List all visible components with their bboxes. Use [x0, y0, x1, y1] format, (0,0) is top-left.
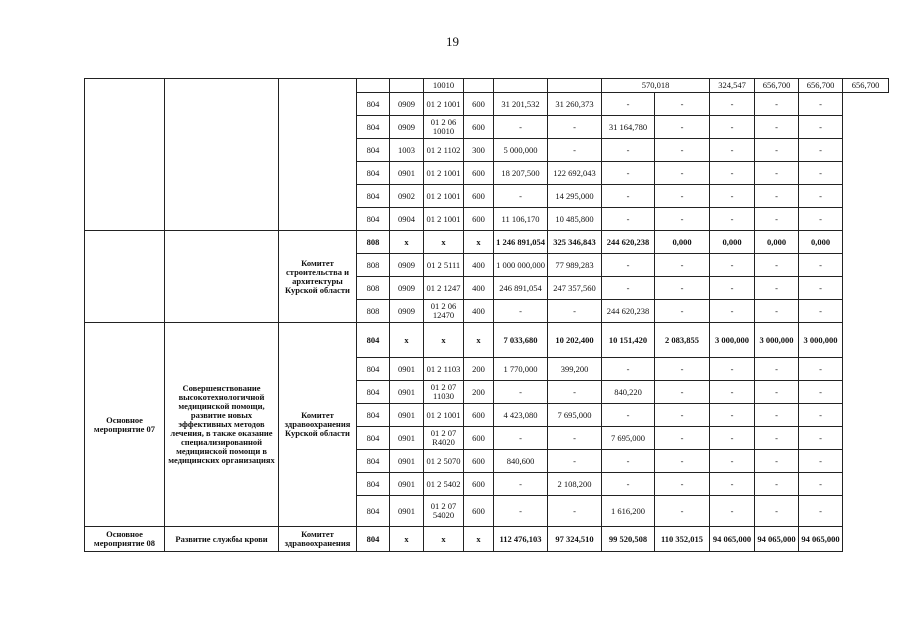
cell-expense-type — [464, 79, 494, 93]
cell-year-5: - — [710, 496, 755, 527]
cell-year-5: 3 000,000 — [710, 323, 755, 358]
cell-year-1: - — [494, 116, 548, 139]
cell-year-2: - — [548, 300, 602, 323]
cell-target-code: 01 2 06 12470 — [424, 300, 464, 323]
cell-section-code: 0901 — [390, 162, 424, 185]
cell-year-2: 10 202,400 — [548, 323, 602, 358]
cell-year-3: 99 520,508 — [602, 527, 655, 552]
cell-expense-type: 600 — [464, 404, 494, 427]
cell-target-code: x — [424, 231, 464, 254]
cell-year-7: 656,700 — [843, 79, 889, 93]
cell-year-3: 570,018 — [602, 79, 710, 93]
cell-year-6: - — [755, 404, 799, 427]
cell-section-code: 0901 — [390, 496, 424, 527]
cell-target-code: 01 2 5111 — [424, 254, 464, 277]
cell-year-6: - — [755, 139, 799, 162]
cell-year-4: 2 083,855 — [655, 323, 710, 358]
cell-section-code: 0909 — [390, 116, 424, 139]
cell-year-4: - — [655, 185, 710, 208]
cell-expense-type: 600 — [464, 208, 494, 231]
cell-year-1: - — [494, 473, 548, 496]
cell-section-code: 0909 — [390, 277, 424, 300]
cell-year-5: 656,700 — [755, 79, 799, 93]
cell-year-2: 31 260,373 — [548, 93, 602, 116]
cell-section-code: 0909 — [390, 300, 424, 323]
cell-gr-code: 804 — [357, 358, 390, 381]
cell-gr-code: 804 — [357, 473, 390, 496]
table-row — [85, 527, 889, 552]
cell-year-5: - — [710, 162, 755, 185]
cell-year-5: - — [710, 450, 755, 473]
cell-year-4: - — [655, 277, 710, 300]
cell-year-1: 7 033,680 — [494, 323, 548, 358]
cell-year-3: - — [602, 93, 655, 116]
cell-year-6: - — [755, 300, 799, 323]
cell-gr-code: 808 — [357, 254, 390, 277]
measure-07-description: Совершенствование высокотехнологичной медицинской помощи, развитие новых эффективных методов лечения, в также оказание специализированной медицинской помощи в медицинских организациях — [165, 323, 279, 527]
cell-year-2: 325 346,843 — [548, 231, 602, 254]
table-row — [85, 231, 889, 254]
cell-year-4: - — [655, 358, 710, 381]
cell-year-3: 244 620,238 — [602, 300, 655, 323]
cell-year-5: - — [710, 277, 755, 300]
cell-target-code: 01 2 5402 — [424, 473, 464, 496]
cell-expense-type: 600 — [464, 93, 494, 116]
cell-target-code: x — [424, 323, 464, 358]
cell-year-1: - — [494, 185, 548, 208]
cell-target-code: 01 2 1001 — [424, 93, 464, 116]
cell-target-code: 01 2 1103 — [424, 358, 464, 381]
executor-cell-empty — [279, 79, 357, 231]
cell-year-7: - — [799, 185, 843, 208]
cell-year-5: - — [710, 404, 755, 427]
cell-year-1: 1 000 000,000 — [494, 254, 548, 277]
cell-year-3: 244 620,238 — [602, 231, 655, 254]
cell-year-5: - — [710, 300, 755, 323]
cell-year-7: - — [799, 139, 843, 162]
cell-year-3: - — [602, 139, 655, 162]
cell-year-2: 247 357,560 — [548, 277, 602, 300]
cell-year-3: - — [602, 162, 655, 185]
cell-gr-code: 804 — [357, 208, 390, 231]
cell-target-code: 01 2 06 10010 — [424, 116, 464, 139]
cell-year-7: - — [799, 450, 843, 473]
cell-year-2: 2 108,200 — [548, 473, 602, 496]
cell-section-code: 0901 — [390, 381, 424, 404]
cell-year-3: 7 695,000 — [602, 427, 655, 450]
budget-table — [84, 78, 889, 552]
cell-year-4: - — [655, 381, 710, 404]
cell-year-3: - — [602, 358, 655, 381]
cell-gr-code: 804 — [357, 323, 390, 358]
cell-gr-code: 804 — [357, 139, 390, 162]
measure-08-description: Развитие службы крови — [165, 527, 279, 552]
cell-year-1: 18 207,500 — [494, 162, 548, 185]
cell-year-2: - — [548, 496, 602, 527]
cell-year-3: - — [602, 473, 655, 496]
cell-section-code: 0902 — [390, 185, 424, 208]
cell-year-7: - — [799, 381, 843, 404]
cell-year-7: 94 065,000 — [799, 527, 843, 552]
cell-year-7: - — [799, 116, 843, 139]
cell-target-code: 01 2 1102 — [424, 139, 464, 162]
cell-year-4: - — [655, 254, 710, 277]
cell-gr-code: 804 — [357, 185, 390, 208]
cell-expense-type: 600 — [464, 496, 494, 527]
cell-year-4: - — [655, 427, 710, 450]
cell-year-4: - — [655, 404, 710, 427]
cell-year-1: 31 201,532 — [494, 93, 548, 116]
table-row — [85, 323, 889, 358]
cell-gr-code: 804 — [357, 116, 390, 139]
cell-year-3: - — [602, 450, 655, 473]
cell-year-2: 399,200 — [548, 358, 602, 381]
cell-expense-type: 600 — [464, 473, 494, 496]
cell-year-6: - — [755, 427, 799, 450]
cell-expense-type: 600 — [464, 162, 494, 185]
page-number: 19 — [446, 34, 459, 49]
cell-target-code: 01 2 1001 — [424, 185, 464, 208]
cell-year-1: - — [494, 496, 548, 527]
cell-year-6: - — [755, 116, 799, 139]
executor-health-committee-short: Комитет здравоохранения — [279, 527, 357, 552]
cell-target-code: 01 2 07 54020 — [424, 496, 464, 527]
cell-year-6: - — [755, 254, 799, 277]
measure-08-label: Основное мероприятие 08 — [85, 527, 165, 552]
cell-gr-code: 804 — [357, 527, 390, 552]
cell-year-4: - — [655, 496, 710, 527]
cell-gr-code: 808 — [357, 300, 390, 323]
cell-year-2: 10 485,800 — [548, 208, 602, 231]
measure-cell-empty — [85, 231, 165, 323]
cell-gr-code: 804 — [357, 496, 390, 527]
cell-year-7: 0,000 — [799, 231, 843, 254]
cell-year-1 — [494, 79, 548, 93]
cell-expense-type: x — [464, 231, 494, 254]
cell-section-code: 0909 — [390, 93, 424, 116]
cell-gr-code: 804 — [357, 162, 390, 185]
cell-year-6: - — [755, 473, 799, 496]
cell-year-4: 324,547 — [710, 79, 755, 93]
cell-year-2: 77 989,283 — [548, 254, 602, 277]
cell-year-6: 3 000,000 — [755, 323, 799, 358]
cell-year-6: - — [755, 496, 799, 527]
cell-expense-type: 400 — [464, 254, 494, 277]
cell-target-code: 01 2 1247 — [424, 277, 464, 300]
cell-year-7: 3 000,000 — [799, 323, 843, 358]
cell-year-2 — [548, 79, 602, 93]
cell-year-1: 1 246 891,054 — [494, 231, 548, 254]
cell-year-6: - — [755, 93, 799, 116]
cell-gr-code — [357, 79, 390, 93]
measure-cell-empty — [85, 79, 165, 231]
cell-year-3: - — [602, 277, 655, 300]
cell-target-code: 01 2 07 R4020 — [424, 427, 464, 450]
cell-year-5: - — [710, 473, 755, 496]
cell-gr-code: 804 — [357, 404, 390, 427]
cell-year-1: - — [494, 427, 548, 450]
cell-year-7: - — [799, 208, 843, 231]
cell-year-1: 1 770,000 — [494, 358, 548, 381]
cell-expense-type: 600 — [464, 427, 494, 450]
description-cell-empty — [165, 231, 279, 323]
cell-year-4: - — [655, 93, 710, 116]
cell-section-code: 0901 — [390, 358, 424, 381]
cell-expense-type: 600 — [464, 116, 494, 139]
cell-year-7: - — [799, 300, 843, 323]
cell-year-7: - — [799, 404, 843, 427]
cell-year-5: 94 065,000 — [710, 527, 755, 552]
cell-gr-code: 804 — [357, 93, 390, 116]
cell-year-2: - — [548, 116, 602, 139]
cell-year-7: - — [799, 162, 843, 185]
cell-year-1: - — [494, 381, 548, 404]
table-row — [85, 79, 889, 93]
cell-year-5: - — [710, 208, 755, 231]
cell-section-code: 0909 — [390, 254, 424, 277]
cell-year-3: - — [602, 208, 655, 231]
cell-year-4: - — [655, 208, 710, 231]
cell-year-6: - — [755, 381, 799, 404]
cell-year-3: - — [602, 185, 655, 208]
cell-year-5: - — [710, 93, 755, 116]
cell-gr-code: 804 — [357, 381, 390, 404]
cell-year-4: - — [655, 300, 710, 323]
cell-year-7: - — [799, 473, 843, 496]
cell-year-1: 5 000,000 — [494, 139, 548, 162]
cell-year-5: - — [710, 381, 755, 404]
cell-year-4: 110 352,015 — [655, 527, 710, 552]
cell-expense-type: x — [464, 527, 494, 552]
cell-section-code: x — [390, 231, 424, 254]
cell-year-6: 656,700 — [799, 79, 843, 93]
cell-year-3: - — [602, 404, 655, 427]
cell-year-1: - — [494, 300, 548, 323]
cell-year-4: - — [655, 162, 710, 185]
cell-year-7: - — [799, 277, 843, 300]
cell-year-3: 10 151,420 — [602, 323, 655, 358]
cell-year-6: 0,000 — [755, 231, 799, 254]
cell-year-5: 0,000 — [710, 231, 755, 254]
cell-year-1: 4 423,080 — [494, 404, 548, 427]
cell-target-code: 01 2 07 11030 — [424, 381, 464, 404]
cell-year-7: - — [799, 427, 843, 450]
cell-target-code: 01 2 5070 — [424, 450, 464, 473]
cell-year-2: 122 692,043 — [548, 162, 602, 185]
cell-year-3: - — [602, 254, 655, 277]
cell-year-6: - — [755, 162, 799, 185]
cell-year-1: 246 891,054 — [494, 277, 548, 300]
cell-year-6: - — [755, 277, 799, 300]
cell-year-1: 11 106,170 — [494, 208, 548, 231]
cell-year-4: - — [655, 139, 710, 162]
cell-year-2: - — [548, 381, 602, 404]
cell-year-6: - — [755, 358, 799, 381]
cell-year-4: - — [655, 116, 710, 139]
cell-year-6: - — [755, 208, 799, 231]
cell-year-2: - — [548, 139, 602, 162]
cell-section-code: 0901 — [390, 427, 424, 450]
cell-expense-type: 300 — [464, 139, 494, 162]
cell-year-5: - — [710, 254, 755, 277]
cell-year-4: 0,000 — [655, 231, 710, 254]
cell-target-code: 01 2 1001 — [424, 208, 464, 231]
cell-year-7: - — [799, 496, 843, 527]
cell-expense-type: 200 — [464, 358, 494, 381]
cell-gr-code: 808 — [357, 231, 390, 254]
cell-target-code: 01 2 1001 — [424, 404, 464, 427]
cell-expense-type: 400 — [464, 277, 494, 300]
executor-construction-committee: Комитет строительства и архитектуры Курской области — [279, 231, 357, 323]
cell-year-4: - — [655, 473, 710, 496]
cell-year-6: - — [755, 185, 799, 208]
cell-section-code: 0901 — [390, 404, 424, 427]
cell-year-3: 840,220 — [602, 381, 655, 404]
cell-target-code: 10010 — [424, 79, 464, 93]
cell-gr-code: 804 — [357, 450, 390, 473]
cell-year-3: 1 616,200 — [602, 496, 655, 527]
cell-section-code: 0901 — [390, 450, 424, 473]
cell-gr-code: 808 — [357, 277, 390, 300]
cell-year-5: - — [710, 427, 755, 450]
cell-section-code: x — [390, 323, 424, 358]
cell-year-6: 94 065,000 — [755, 527, 799, 552]
cell-year-2: - — [548, 427, 602, 450]
cell-year-7: - — [799, 93, 843, 116]
cell-section-code: 0901 — [390, 473, 424, 496]
cell-section-code: 0904 — [390, 208, 424, 231]
cell-expense-type: 600 — [464, 185, 494, 208]
cell-year-4: - — [655, 450, 710, 473]
cell-expense-type: 200 — [464, 381, 494, 404]
cell-gr-code: 804 — [357, 427, 390, 450]
cell-expense-type: x — [464, 323, 494, 358]
cell-year-5: - — [710, 116, 755, 139]
measure-07-label: Основное мероприятие 07 — [85, 323, 165, 527]
cell-year-5: - — [710, 185, 755, 208]
cell-section-code: x — [390, 527, 424, 552]
cell-expense-type: 400 — [464, 300, 494, 323]
cell-year-1: 112 476,103 — [494, 527, 548, 552]
cell-year-5: - — [710, 358, 755, 381]
cell-section-code: 1003 — [390, 139, 424, 162]
executor-health-committee: Комитет здравоохранения Курской области — [279, 323, 357, 527]
cell-section-code — [390, 79, 424, 93]
cell-year-1: 840,600 — [494, 450, 548, 473]
cell-year-2: - — [548, 450, 602, 473]
cell-year-7: - — [799, 254, 843, 277]
cell-year-3: 31 164,780 — [602, 116, 655, 139]
cell-target-code: x — [424, 527, 464, 552]
cell-year-5: - — [710, 139, 755, 162]
cell-expense-type: 600 — [464, 450, 494, 473]
cell-year-2: 14 295,000 — [548, 185, 602, 208]
cell-target-code: 01 2 1001 — [424, 162, 464, 185]
cell-year-7: - — [799, 358, 843, 381]
cell-year-2: 7 695,000 — [548, 404, 602, 427]
description-cell-empty — [165, 79, 279, 231]
cell-year-6: - — [755, 450, 799, 473]
cell-year-2: 97 324,510 — [548, 527, 602, 552]
